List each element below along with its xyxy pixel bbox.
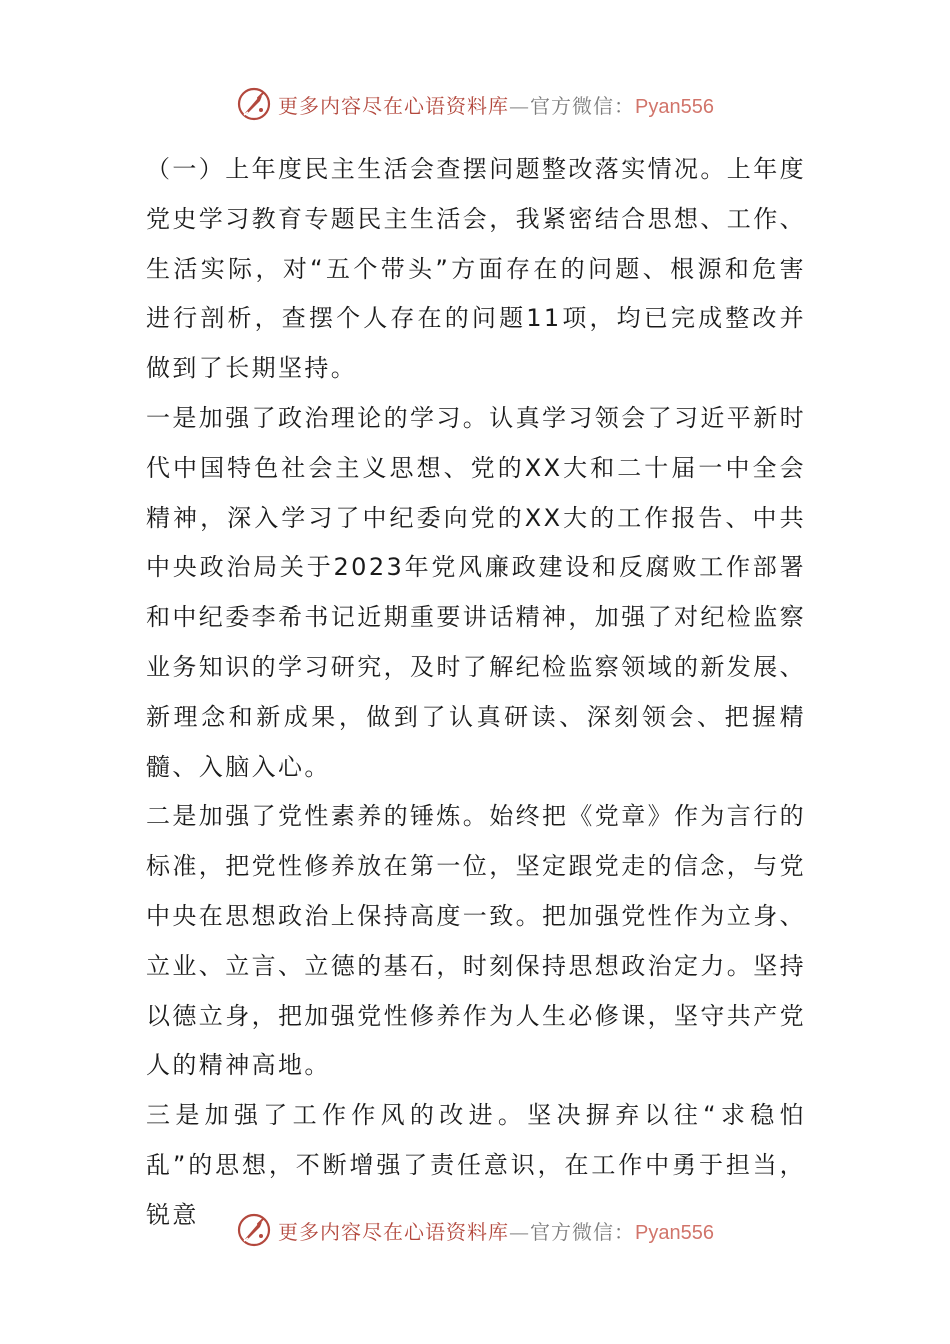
watermark-wechat-id: Pyan556 [635,1221,714,1244]
header-watermark [0,84,950,124]
watermark-text [278,90,714,119]
watermark-separator: — [509,93,531,118]
watermark-label: 官方微信： [530,93,636,118]
watermark-separator: — [509,1219,531,1244]
document-body [146,145,806,1241]
pen-quill-logo-icon [236,86,272,122]
paragraph-political-theory: 一是加强了政治理论的学习。认真学习领会了习近平新时代中国特色社会主义思想、党的XX大和二十届一中全会精神，深入学习了中纪委向党的XX大的工作报告、中共中央政治局关于2023年党风廉政建设和反腐败工作部署和中纪委李希书记近期重要讲话精神，加强了对纪检监察业务知识的学习研究，及时了解纪检监察领域的新发展、新理念和新成果，做到了认真研读、深刻领会、把握精髓、入脑入心。 [146,403,806,781]
watermark-wechat-id: Pyan556 [635,95,714,118]
paragraph-rectification-status: （一）上年度民主生活会查摆问题整改落实情况。上年度党史学习教育专题民主生活会，我紧密结合思想、工作、生活实际，对“五个带头”方面存在的问题、根源和危害进行剖析，查摆个人存在的问题11项，均已完成整改并做到了长期坚持。 [146,155,806,383]
watermark-label: 官方微信： [530,1219,636,1244]
watermark-brand: 更多内容尽在心语资料库 [278,1219,510,1244]
pen-quill-logo-icon [236,1212,272,1248]
watermark-brand: 更多内容尽在心语资料库 [278,93,510,118]
footer-watermark [0,1210,950,1250]
paragraph-party-spirit: 二是加强了党性素养的锤炼。始终把《党章》作为言行的标准，把党性修养放在第一位，坚定跟党走的信念，与党中央在思想政治上保持高度一致。把加强党性作为立身、立业、立言、立德的基石，时刻保持思想政治定力。坚持以德立身，把加强党性修养作为人生必修课，坚守共产党人的精神高地。 [146,802,806,1080]
paragraph-work-style: 三是加强了工作作风的改进。坚决摒弃以往“求稳怕乱”的思想，不断增强了责任意识，在工作中勇于担当，锐意 [146,1101,806,1229]
watermark-text [278,1216,714,1245]
